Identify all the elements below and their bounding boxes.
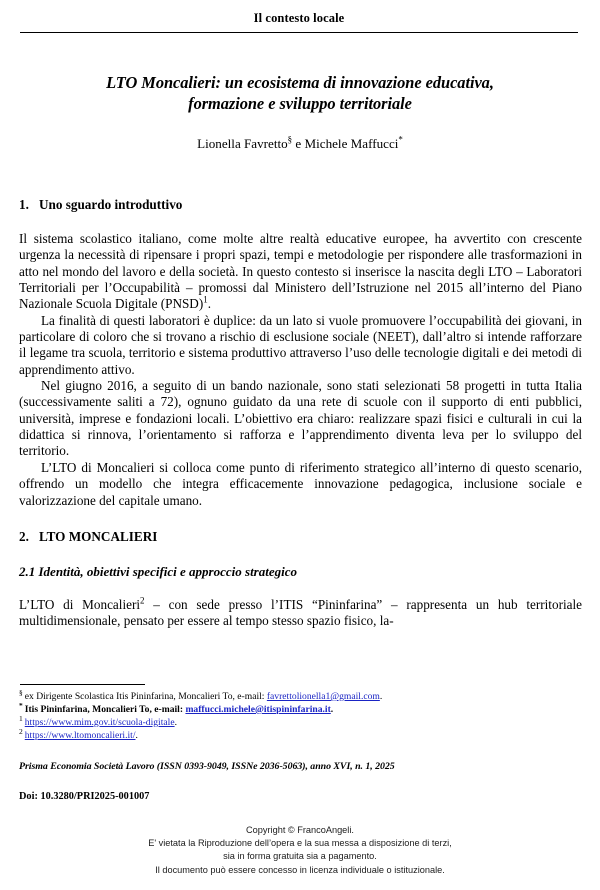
footnote-item [19, 687, 582, 704]
footnote-divider-rule [20, 684, 145, 685]
header-divider-rule [20, 32, 578, 33]
section-title-1: Uno sguardo introduttivo [39, 197, 183, 212]
copyright-line-3: sia in forma gratuita sia a pagamento. [223, 851, 377, 862]
section-title-2: LTO MONCALIERI [39, 528, 158, 544]
paragraph-5-text: L’LTO di Moncalieri [19, 596, 141, 612]
journal-citation: Prisma Economia Società Lavoro (ISSN 0393-9049, ISSNe 2036-5063), anno XVI, n. 1, 2025 [19, 761, 395, 772]
author-footnote-mark-2: * [398, 134, 403, 145]
footnote-url-link[interactable]: https://www.mim.gov.it/scuola-digitale [24, 716, 175, 728]
footnote-ref-1[interactable]: 1 [203, 294, 208, 305]
spacer [19, 509, 582, 528]
paragraph-2: La finalità di questi laboratori è duplice: da un lato si vuole promuovere l’occupabilità dei giovani, in particolare di coloro che si trovano a rischio di esclusione sociale (NEET), dall’altro si intende rafforzare il legame tra scuola, territorio e sistema produttivo attraverso l’uso delle tecnologie digitali e dei metodi di apprendimento attivo. [19, 312, 582, 377]
footnote-text-end: . [379, 691, 383, 702]
footnote-email-link[interactable]: favrettolionella1@gmail.com [266, 691, 380, 702]
copyright-line-2: E' vietata la Riproduzione dell’opera e la sua messa a disposizione di terzi, [148, 838, 452, 849]
paragraph-1 [19, 231, 582, 313]
copyright-block [0, 824, 600, 877]
footnote-mark: 2 [19, 726, 23, 736]
paragraph-1-text: Il sistema scolastico italiano, come molte altre realtà educative europee, ha avvertito con crescente urgenza la necessità di ripensare i propri spazi, tempi e metodologie per rispondere alle trasformazioni in atto nel mondo del lavoro e della società. In questo contesto si inserisce la nascita degli LTO – Laboratori Territoriali per l’Occupabilità – promossi dal Ministero dell’Istruzione nel 2015 all’interno del Piano Nazionale Scuola Digitale (PNSD) [19, 231, 582, 312]
spacer [19, 213, 582, 231]
footnotes-block [19, 687, 582, 743]
footnote-text: Itis Pininfarina, Moncalieri To, e-mail: [24, 703, 186, 715]
title-block [30, 72, 570, 152]
footnote-email-link[interactable]: maffucci.michele@itispininfarina.it [185, 703, 331, 715]
footnote-mark: * [19, 700, 23, 710]
footnote-url-link[interactable]: https://www.ltomoncalieri.it/ [24, 729, 136, 741]
paragraph-5 [19, 597, 582, 630]
author-footnote-mark-1: § [287, 134, 293, 145]
spacer [19, 580, 582, 597]
footnote-mark: 1 [19, 713, 23, 723]
title-line-1: LTO Moncalieri: un ecosistema di innovazione educativa, [106, 73, 494, 92]
running-header: Il contesto locale [253, 11, 345, 25]
footnote-item [19, 713, 582, 730]
footnote-ref-2[interactable]: 2 [140, 595, 145, 606]
copyright-line-4: Il documento può essere concesso in licenza individuale o istituzionale. [155, 864, 445, 875]
paragraph-4: L’LTO di Moncalieri si colloca come punto di riferimento strategico all’interno di questo scenario, offrendo un modello che integra efficacemente innovazione pedagogica, inclusione sociale e valorizzazione del capitale umano. [19, 459, 582, 508]
footnote-mark: § [19, 687, 23, 697]
spacer [19, 545, 582, 563]
author-conjunction: e [292, 136, 305, 151]
section-number-1: 1. [19, 197, 29, 212]
footnote-item [19, 700, 582, 717]
footnote-item [19, 726, 582, 743]
footnote-text-end: . [174, 716, 177, 728]
section-heading-2 [19, 528, 582, 545]
author-name-2: Michele Maffucci [304, 136, 399, 151]
footnote-text-end: . [135, 729, 138, 741]
paragraph-1-tail: . [207, 296, 211, 312]
doi-line: Doi: 10.3280/PRI2025-001007 [19, 791, 150, 802]
section-number-2: 2. [19, 528, 29, 544]
paragraph-5-tail: – con sede presso l’ITIS “Pininfarina” – rappresenta un hub territoriale multidimensionale, pensato per essere al tempo stesso spazio fisico, la- [19, 596, 582, 629]
section-heading-1 [19, 196, 582, 213]
footnote-text: ex Dirigente Scolastica Itis Pininfarina, Moncalieri To, e-mail: [24, 691, 267, 702]
title-line-2: formazione e sviluppo territoriale [188, 94, 412, 113]
body-column [19, 196, 582, 630]
footnote-text-end: . [330, 703, 334, 715]
paragraph-3: Nel giugno 2016, a seguito di un bando nazionale, sono stati selezionati 58 progetti in tutta Italia (successivamente saliti a 72), ognuno guidato da una rete di scuole con il supporto di enti pubblici, università, imprese e fondazioni locali. L’obiettivo era chiaro: realizzare spazi fisici e culturali in cui la didattica si rinnova, l’orientamento si rafforza e l’apprendimento diventa leva per lo sviluppo del territorio. [19, 378, 582, 459]
subsection-heading-2-1: 2.1 Identità, obiettivi specifici e approccio strategico [19, 563, 298, 579]
author-name-1: Lionella Favretto [197, 136, 288, 151]
author-line [30, 136, 570, 152]
copyright-line-1: Copyright © FrancoAngeli. [246, 825, 354, 835]
page-title [30, 72, 570, 114]
